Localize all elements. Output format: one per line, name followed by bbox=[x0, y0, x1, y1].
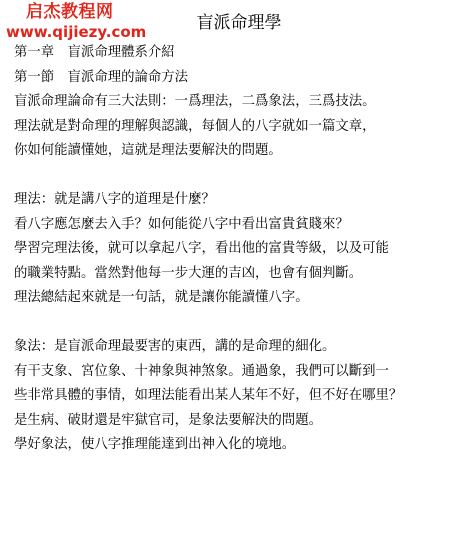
paragraph-line: 你如何能讀懂她，這就是理法要解決的問題。 bbox=[14, 143, 282, 158]
document-body bbox=[14, 41, 460, 458]
paragraph-line: 盲派命理論命有三大法則：一爲理法，二爲象法，三爲技法。 bbox=[14, 94, 376, 109]
paragraph-line: 學好象法，使八字推理能達到出神入化的境地。 bbox=[14, 437, 296, 452]
paragraph-spacer bbox=[14, 164, 460, 189]
paragraph-line: 學習完理法後，就可以拿起八字，看出他的富貴等級，以及可能 bbox=[14, 241, 389, 256]
paragraph-line: 理法：就是講八字的道理是什麼？ bbox=[14, 192, 215, 207]
paragraph-line: 理法就是對命理的理解與認識，每個人的八字就如一篇文章， bbox=[14, 118, 376, 134]
watermark-site-name: 启杰教程网 bbox=[26, 2, 114, 22]
paragraph-line: 看八字應怎麼去入手？如何能從八字中看出富貴貧賤來？ bbox=[14, 216, 349, 232]
paragraph-line: 些非常具體的事情，如理法能看出某人某年不好，但不好在哪里？ bbox=[14, 388, 403, 403]
section-heading: 第一節 盲派命理的論命方法 bbox=[14, 69, 189, 85]
paragraph-spacer bbox=[14, 311, 460, 336]
paragraph-line: 象法：是盲派命理最要害的東西，講的是命理的細化。 bbox=[14, 339, 336, 354]
paragraph-line: 是生病、破財還是牢獄官司，是象法要解決的問題。 bbox=[14, 412, 322, 428]
watermark-url: www.qijiezy.com bbox=[6, 23, 147, 41]
paragraph-line: 的職業特點。當然對他每一步大運的吉凶，也會有個判斷。 bbox=[14, 265, 363, 281]
page-title: 盲派命理學 bbox=[196, 13, 282, 33]
paragraph-line: 理法總結起來就是一句話，就是讓你能讀懂八字。 bbox=[14, 290, 309, 305]
chapter-heading: 第一章 盲派命理體系介紹 bbox=[14, 45, 175, 60]
paragraph-line: 有干支象、宮位象、十神象與神煞象。通過象，我們可以斷到一 bbox=[14, 363, 389, 379]
watermark bbox=[6, 2, 156, 42]
